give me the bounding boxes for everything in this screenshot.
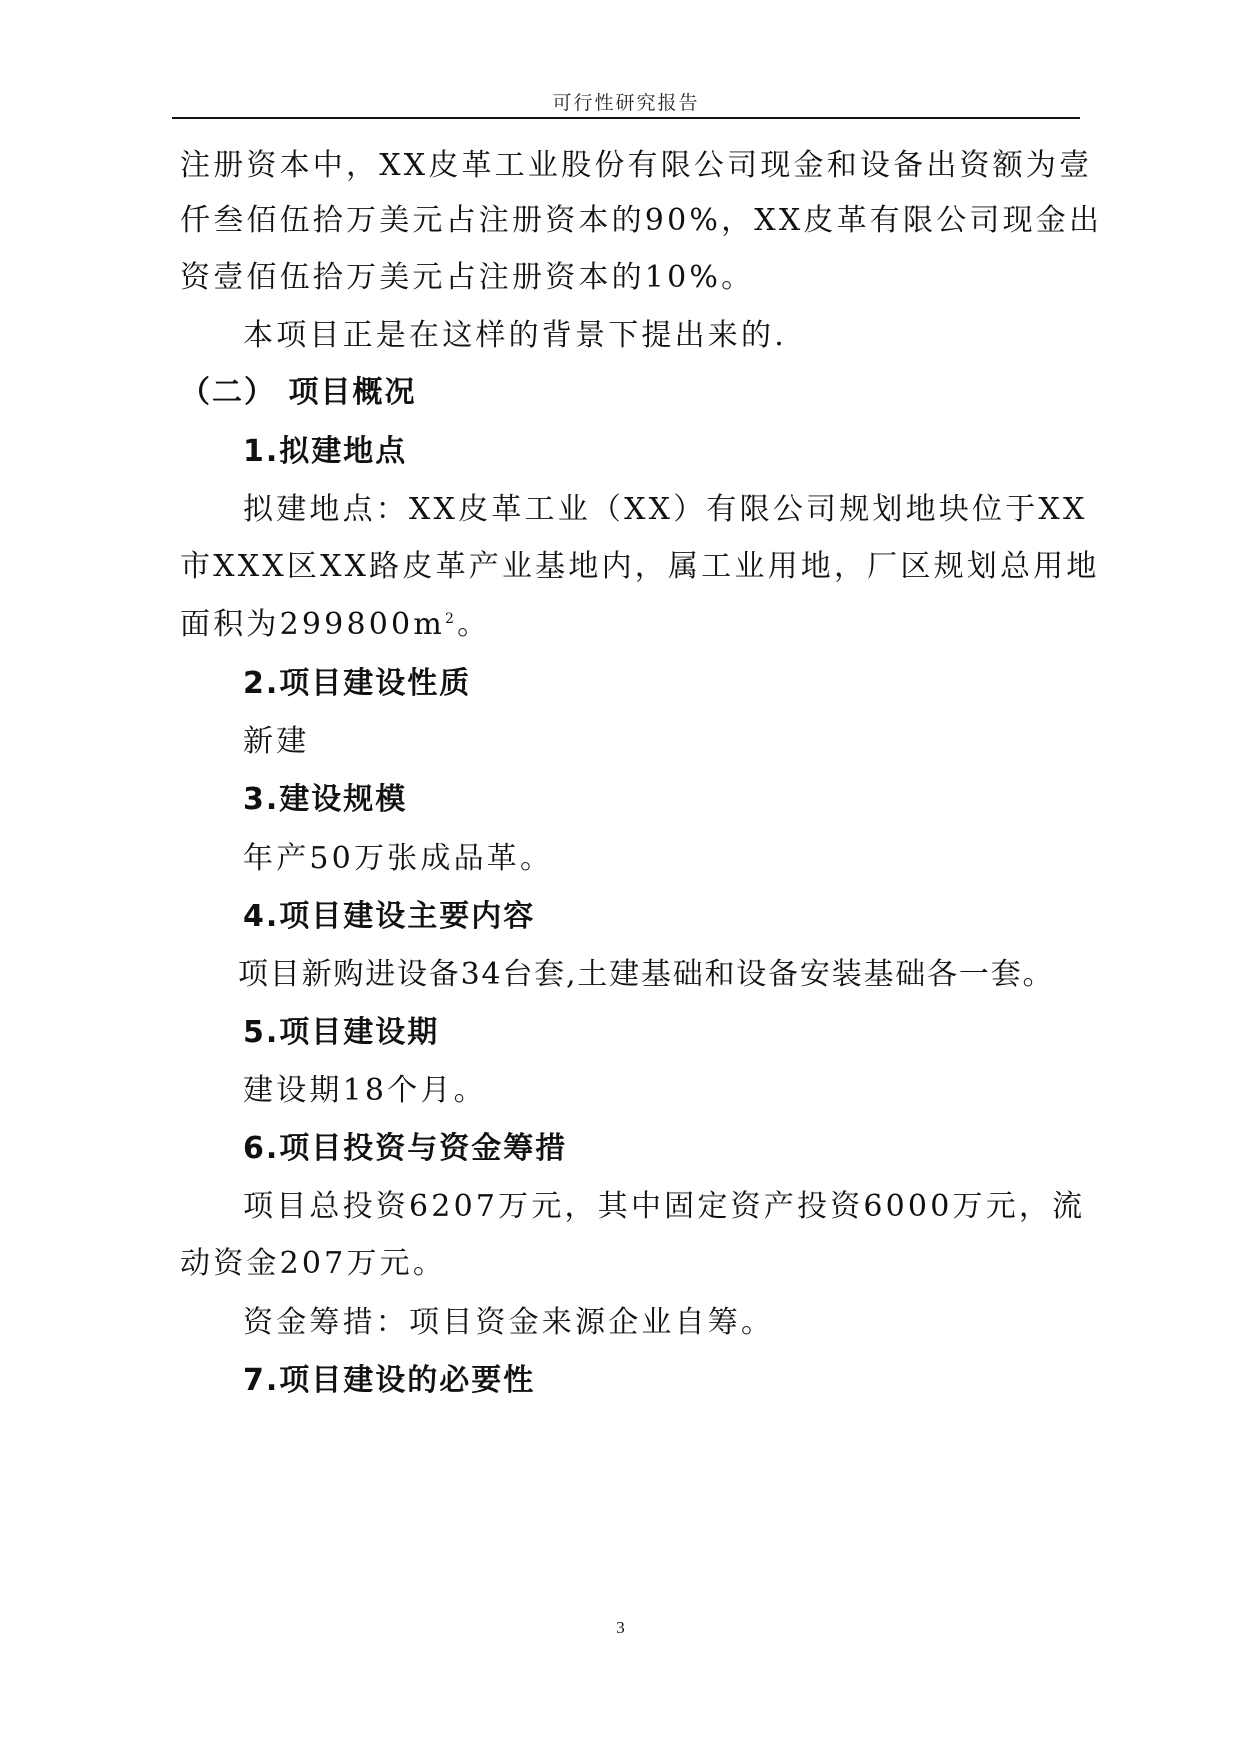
subsection-heading: 5.项目建设期 xyxy=(243,1015,440,1050)
subsection-heading: 4.项目建设主要内容 xyxy=(243,899,536,934)
subsection-heading: 6.项目投资与资金筹措 xyxy=(243,1131,568,1166)
subsection-heading: 7.项目建设的必要性 xyxy=(243,1363,536,1398)
header-divider xyxy=(172,117,1080,119)
paragraph-line: 市XXX区XX路皮革产业基地内，属工业用地，厂区规划总用地 xyxy=(180,549,1100,584)
area-text: 面积为299800m xyxy=(180,607,445,642)
page-number: 3 xyxy=(616,1618,625,1637)
paragraph-line: 拟建地点：XX皮革工业（XX）有限公司规划地块位于XX xyxy=(243,492,1088,527)
paragraph-line: 资壹佰伍拾万美元占注册资本的10%。 xyxy=(180,260,755,295)
paragraph-line: 动资金207万元。 xyxy=(180,1246,447,1281)
subsection-heading: 1.拟建地点 xyxy=(243,434,408,469)
paragraph-line xyxy=(180,605,1080,645)
paragraph-line: 资金筹措：项目资金来源企业自筹。 xyxy=(243,1305,775,1340)
area-superscript: 2 xyxy=(444,611,458,627)
paragraph-line: 仟叁佰伍拾万美元占注册资本的90%，XX皮革有限公司现金出 xyxy=(180,203,1103,238)
area-suffix: 。 xyxy=(457,607,491,642)
paragraph-line: 年产50万张成品革。 xyxy=(243,841,554,876)
paragraph-line: 项目新购进设备34台套,土建基础和设备安装基础各一套。 xyxy=(238,957,1055,992)
subsection-heading: 3.建设规模 xyxy=(243,782,408,817)
paragraph-line: 本项目正是在这样的背景下提出来的. xyxy=(243,318,787,353)
paragraph-line: 新建 xyxy=(243,724,310,759)
page-header-title: 可行性研究报告 xyxy=(552,92,700,114)
paragraph-line: 建设期18个月。 xyxy=(243,1073,487,1108)
paragraph-line: 注册资本中，XX皮革工业股份有限公司现金和设备出资额为壹 xyxy=(180,148,1093,183)
subsection-heading: 2.项目建设性质 xyxy=(243,666,472,701)
section-heading: （二） 项目概况 xyxy=(180,375,417,410)
paragraph-line: 项目总投资6207万元，其中固定资产投资6000万元，流 xyxy=(243,1189,1086,1224)
